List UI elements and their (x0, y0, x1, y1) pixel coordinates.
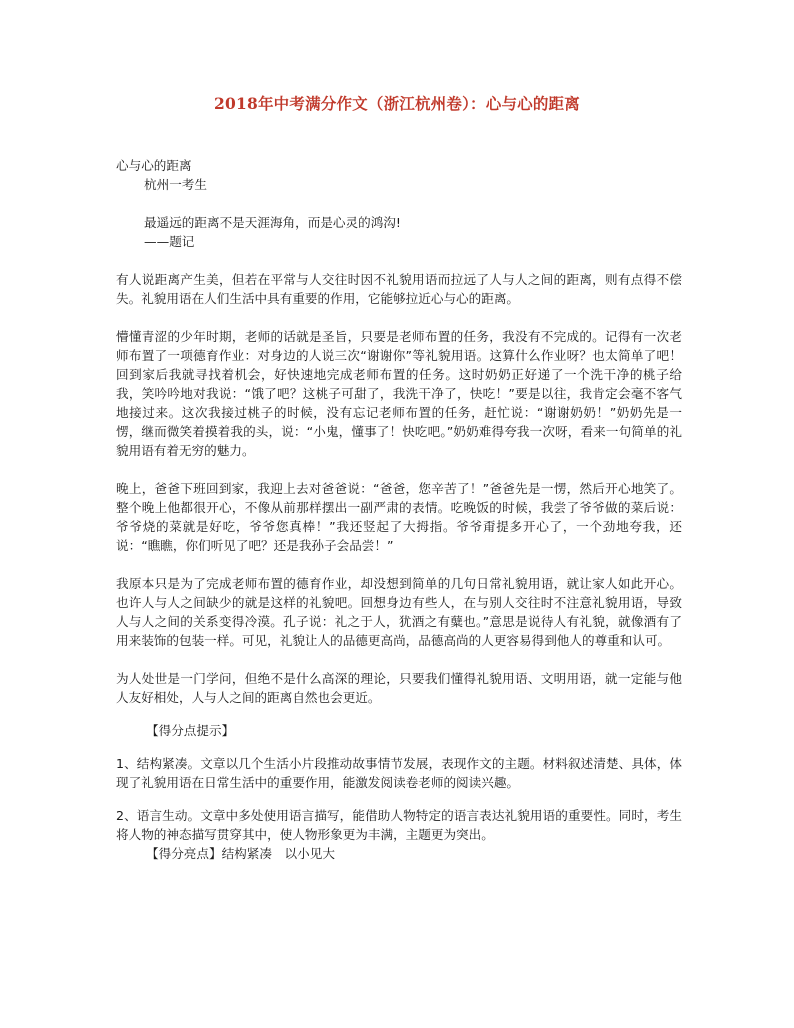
analysis-point-2: 2、语言生动。文章中多处使用语言描写，能借助人物特定的语言表达礼貌用语的重要性。同时，考生将人物的神态描写贯穿其中，使人物形象更为丰满，主题更为突出。 (116, 808, 682, 842)
page-title: 2018年中考满分作文（浙江杭州卷）：心与心的距离 (214, 94, 580, 113)
essay-paragraph-1: 有人说距离产生美，但若在平常与人交往时因不礼貌用语而拉远了人与人之间的距离，则有点得不偿失。礼貌用语在人们生活中具有重要的作用，它能够拉近心与心的距离。 (116, 272, 682, 306)
essay-author: 杭州一考生 (144, 177, 207, 192)
analysis-point-1: 1、结构紧凑。文章以几个生活小片段推动故事情节发展，表现作文的主题。材料叙述清楚、具体，体现了礼貌用语在日常生活中的重要作用，能激发阅读卷老师的阅读兴趣。 (116, 756, 682, 790)
essay-heading: 心与心的距离 (116, 158, 192, 173)
essay-paragraph-5: 为人处世是一门学问，但绝不是什么高深的理论，只要我们懂得礼貌用语、文明用语，就一定能与他人友好相处，人与人之间的距离自然也会更近。 (116, 671, 682, 705)
essay-paragraph-3: 晚上，爸爸下班回到家，我迎上去对爸爸说：“爸爸，您辛苦了！”爸爸先是一愣，然后开心地笑了。整个晚上他都很开心，不像从前那样摆出一副严肃的表情。吃晚饭的时候，我尝了爷爷做的菜后说：爷爷烧的菜就是好吃，爷爷您真棒！”我还竖起了大拇指。爷爷甭提多开心了，一个劲地夸我，还说：“瞧瞧，你们听见了吧？还是我孙子会品尝！” (116, 481, 682, 553)
epigraph-label: ——题记 (144, 234, 195, 249)
analysis-highlight: 【得分亮点】结构紧凑 以小见大 (146, 846, 335, 861)
essay-paragraph-4: 我原本只是为了完成老师布置的德育作业，却没想到简单的几句日常礼貌用语，就让家人如此开心。也许人与人之间缺少的就是这样的礼貌吧。回想身边有些人，在与别人交往时不注意礼貌用语，导致人与人之间的关系变得冷漠。孔子说：礼之于人，犹酒之有糵也。”意思是说待人有礼貌，就像酒有了用来装饰的包装一样。可见，礼貌让人的品德更高尚，品德高尚的人更容易得到他人的尊重和认可。 (116, 576, 682, 648)
essay-paragraph-2: 懵懂青涩的少年时期，老师的话就是圣旨，只要是老师布置的任务，我没有不完成的。记得有一次老师布置了一项德育作业：对身边的人说三次“谢谢你”等礼貌用语。这算什么作业呀？也太简单了吧！回到家后我就寻找着机会，好快速地完成老师布置的任务。这时奶奶正好递了一个洗干净的桃子给我，笑吟吟地对我说：“饿了吧？这桃子可甜了，我洗干净了，快吃！”要是以往，我肯定会毫不客气地接过来。这次我接过桃子的时候，没有忘记老师布置的任务，赶忙说：“谢谢奶奶！”奶奶先是一愣，继而微笑着摸着我的头，说：“小鬼，懂事了！快吃吧。”奶奶难得夸我一次呀，看来一句简单的礼貌用语有着无穷的魅力。 (116, 329, 682, 458)
analysis-heading: 【得分点提示】 (146, 723, 235, 738)
epigraph: 最遥远的距离不是天涯海角，而是心灵的鸿沟! (144, 215, 401, 230)
essay-content (116, 156, 682, 863)
